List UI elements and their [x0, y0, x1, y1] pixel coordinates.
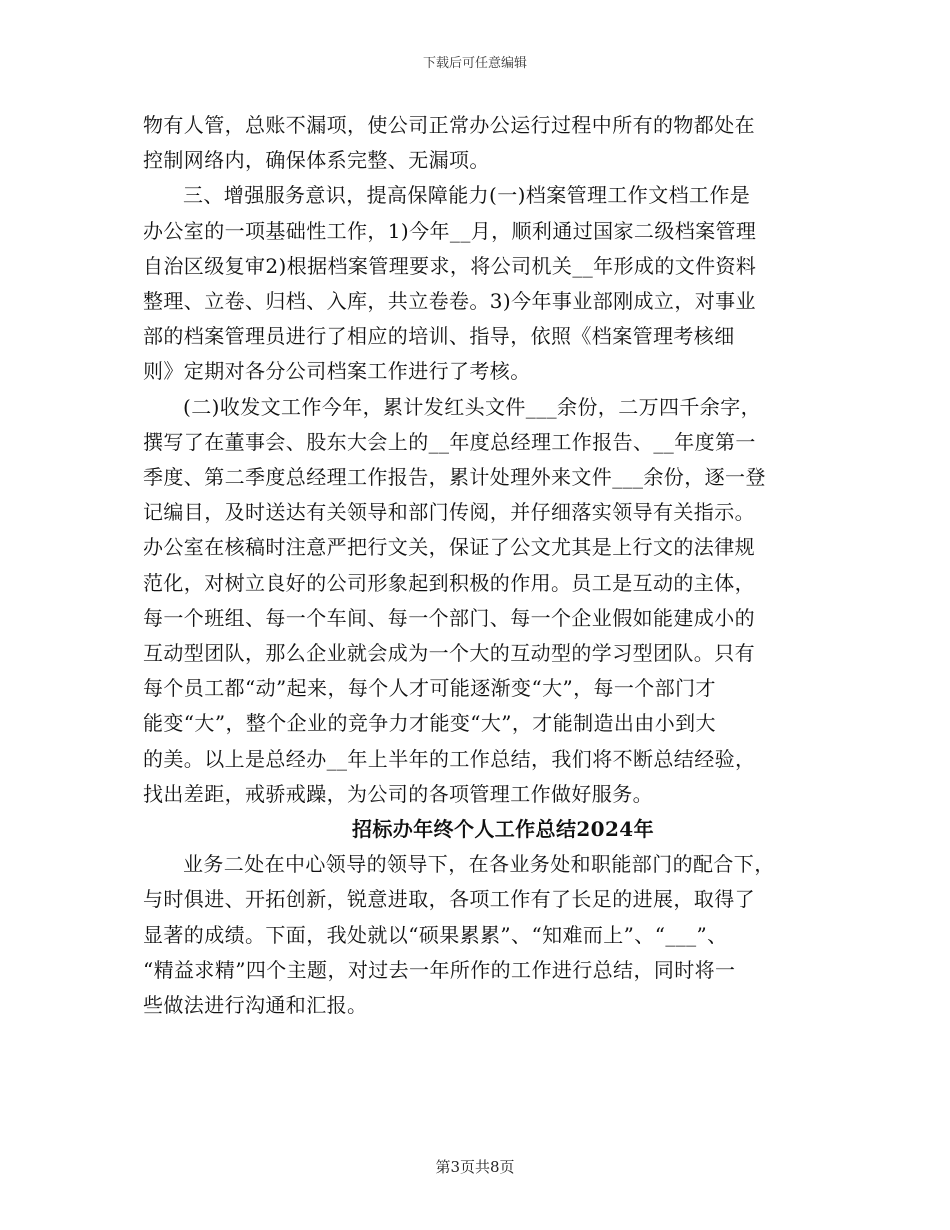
- page-number: 第3页共8页: [435, 1158, 515, 1176]
- text-line: 三、增强服务意识，提高保障能力(一)档案管理工作文档工作是: [183, 183, 751, 208]
- text-line: 找出差距，戒骄戒躁，为公司的各项管理工作做好服务。: [143, 781, 653, 806]
- text-line: 能变“大”，整个企业的竞争力才能变“大”，才能制造出由小到大: [143, 711, 716, 736]
- text-line: 季度、第二季度总经理工作报告，累计处理外来文件___余份，逐一登: [143, 465, 766, 490]
- document-body: [143, 108, 823, 1023]
- text-line: 撰写了在董事会、股东大会上的__年度总经理工作报告、__年度第一: [143, 429, 756, 454]
- text-line: “精益求精”四个主题，对过去一年所作的工作进行总结，同时将一: [143, 957, 736, 982]
- text-line: 的美。以上是总经办__年上半年的工作总结，我们将不断总结经验，: [143, 746, 756, 771]
- text-line: 部的档案管理员进行了相应的培训、指导，依照《档案管理考核细: [143, 324, 735, 349]
- page-header-note: 下载后可任意编辑: [422, 56, 527, 71]
- text-line: 则》定期对各分公司档案工作进行了考核。: [143, 359, 531, 384]
- text-line: 办公室的一项基础性工作，1)今年__月，顺利通过国家二级档案管理: [143, 218, 757, 243]
- text-line: 每一个班组、每一个车间、每一个部门、每一个企业假如能建成小的: [143, 605, 755, 630]
- section-title: 招标办年终个人工作总结2024年: [351, 817, 655, 842]
- text-line: 整理、立卷、归档、入库，共立卷卷。3)今年事业部刚成立，对事业: [143, 289, 756, 314]
- text-line: 自治区级复审2)根据档案管理要求，将公司机关__年形成的文件资料: [143, 253, 757, 278]
- text-line: 互动型团队，那么企业就会成为一个大的互动型的学习型团队。只有: [143, 641, 755, 666]
- text-line: 业务二处在中心领导的领导下，在各业务处和职能部门的配合下，: [183, 852, 775, 877]
- text-line: 物有人管，总账不漏项，使公司正常办公运行过程中所有的物都处在: [143, 113, 755, 137]
- text-line: 些做法进行沟通和汇报。: [143, 993, 368, 1018]
- text-line: 控制网络内，确保体系完整、无漏项。: [143, 148, 490, 173]
- text-line: 办公室在核稿时注意严把行文关，保证了公文尤其是上行文的法律规: [143, 535, 755, 560]
- text-line: 记编目，及时送达有关领导和部门传阅，并仔细落实领导有关指示。: [143, 500, 755, 525]
- text-line: 每个员工都“动”起来，每个人才可能逐渐变“大”，每一个部门才: [143, 676, 716, 701]
- text-line: (二)收发文工作今年，累计发红头文件___余份，二万四千余字，: [183, 394, 762, 419]
- text-line: 与时俱进、开拓创新，锐意进取，各项工作有了长足的进展，取得了: [143, 887, 755, 912]
- text-line: 显著的成绩。下面，我处就以“硕果累累”、“知难而上”、“___”、: [143, 922, 728, 947]
- text-line: 范化，对树立良好的公司形象起到积极的作用。员工是互动的主体，: [143, 570, 755, 595]
